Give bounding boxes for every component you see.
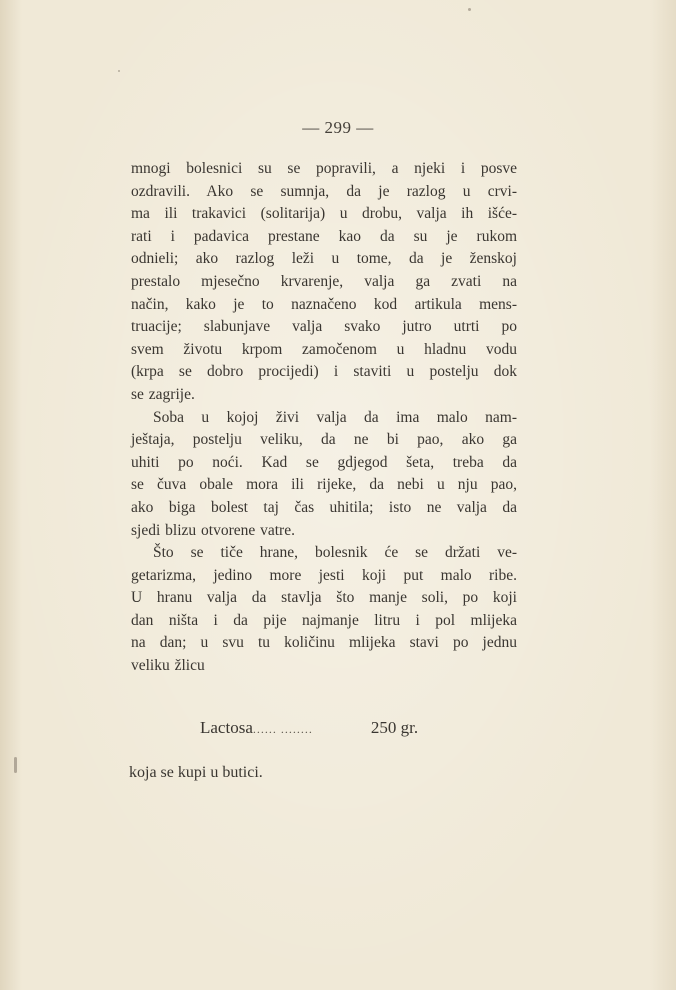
- paper-speck: [118, 70, 120, 72]
- text-line: ještaja, postelju veliku, da ne bi pao, ako ga: [131, 431, 517, 449]
- text-line: veliku žlicu: [131, 657, 205, 675]
- text-line: na dan; u svu tu količinu mlijeka stavi po jednu: [131, 634, 517, 652]
- text-line: uhiti po noći. Kad se gdjegod šeta, treba da: [131, 453, 517, 471]
- body-text: [131, 158, 517, 678]
- text-line: Što se tiče hrane, bolesnik će se držati ve-: [153, 544, 517, 562]
- paragraph-3: [131, 542, 517, 678]
- text-line: U hranu valja da stavlja što manje soli, po koji: [131, 589, 517, 607]
- text-line: svem životu krpom zamočenom u hladnu vodu: [131, 340, 517, 358]
- text-line: prestalo mjesečno krvarenje, valja ga zvati na: [131, 272, 517, 290]
- paragraph-1: [131, 158, 517, 407]
- paper-speck: [468, 8, 471, 11]
- text-line: se čuva obale mora ili rijeke, da nebi u nju pao,: [131, 476, 517, 494]
- text-line: se zagrije.: [131, 385, 195, 403]
- formula-ingredient: Lactosa: [200, 718, 253, 737]
- text-line: dan ništa i da pije najmanje litru i pol mlijeka: [131, 611, 517, 629]
- closing-text: koja se kupi u butici.: [129, 764, 263, 781]
- text-line: odnieli; ako razlog leži u tome, da je ženskoj: [131, 250, 517, 268]
- text-line: Soba u kojoj živi valja da ima malo nam-: [153, 408, 517, 426]
- text-line: ako biga bolest taj čas uhitila; isto ne valja da: [131, 498, 517, 516]
- formula-leader-dots: ...... ........: [252, 722, 313, 736]
- text-line: način, kako je to naznačeno kod artikula mens-: [131, 295, 517, 313]
- formula-line: [200, 718, 418, 738]
- paragraph-2: [131, 407, 517, 543]
- text-line: ozdravili. Ako se sumnja, da je razlog u crvi-: [131, 182, 517, 200]
- page-number: — 299 —: [302, 118, 374, 137]
- text-line: sjedi blizu otvorene vatre.: [131, 521, 295, 539]
- formula-amount: 250 gr.: [370, 718, 419, 737]
- text-line: getarizma, jedino more jesti koji put malo ribe.: [131, 566, 517, 584]
- paper-speck: [14, 757, 17, 773]
- text-line: mnogi bolesnici su se popravili, a njeki i posve: [131, 160, 517, 177]
- text-line: truacije; slabunjave valja svako jutro utrti po: [131, 318, 517, 336]
- text-line: ma ili trakavici (solitarija) u drobu, valja ih išće-: [131, 205, 517, 223]
- text-line: (krpa se dobro procijedi) i staviti u postelju dok: [131, 363, 517, 381]
- text-line: rati i padavica prestane kao da su je rukom: [131, 227, 517, 245]
